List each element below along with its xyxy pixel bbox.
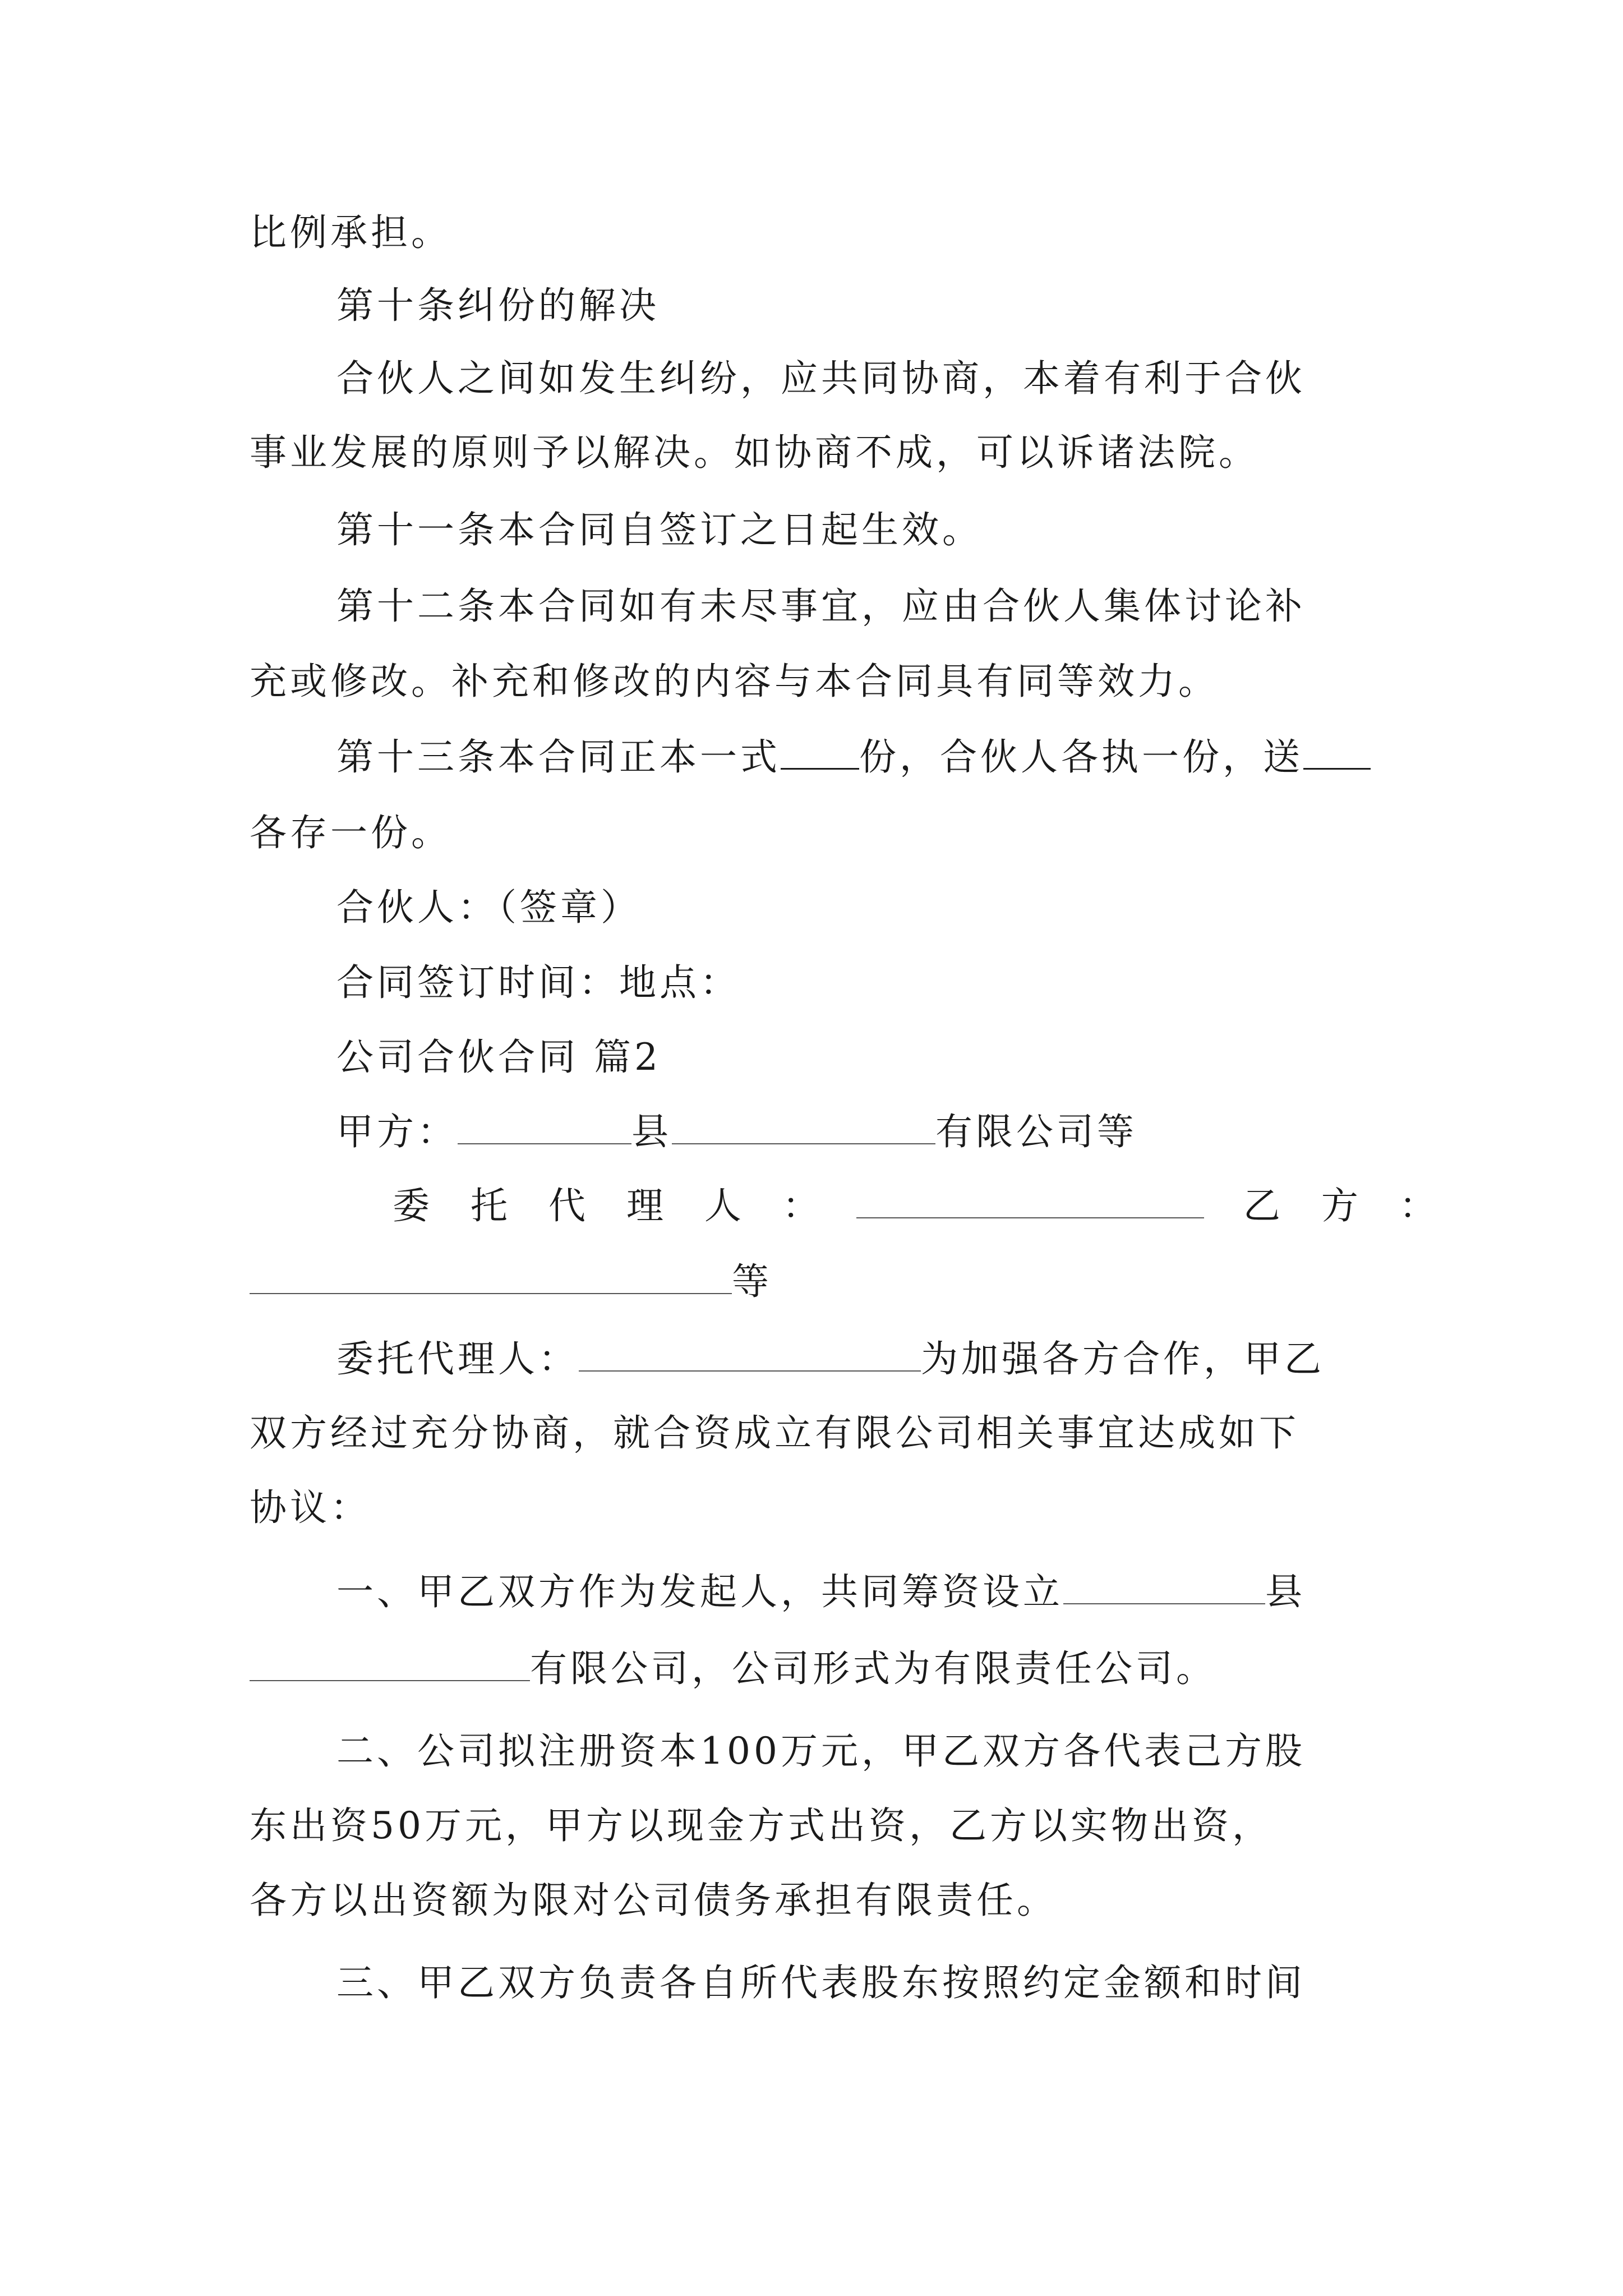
text-line — [250, 1875, 1391, 1926]
text-span: 二、公司拟注册资本100万元，甲乙双方各代表己方股 — [336, 1729, 1306, 1773]
section-heading — [336, 1032, 1391, 1083]
text-line — [393, 1181, 1451, 1231]
text-line — [336, 882, 1391, 933]
text-span: 有限公司等 — [935, 1110, 1137, 1153]
blank-line — [856, 1182, 1204, 1218]
text-line — [336, 1334, 1391, 1384]
text-span: 有限公司，公司形式为有限责任公司。 — [530, 1647, 1216, 1690]
section-heading — [336, 280, 1391, 331]
blank-line — [579, 1336, 921, 1372]
text-line — [250, 1644, 1391, 1694]
text-line — [336, 505, 1391, 555]
text-span: 县 — [631, 1110, 672, 1153]
blank-line — [250, 1258, 732, 1294]
text-span: 委 托 代 理 人 ： — [393, 1184, 834, 1227]
blank-line — [250, 1645, 530, 1681]
text-span: 比例承担。 — [250, 211, 451, 254]
text-span: 各存一份。 — [250, 811, 451, 854]
text-span: 等 — [732, 1260, 772, 1303]
text-line — [336, 1726, 1391, 1777]
blank-line — [458, 1108, 631, 1144]
text-line — [336, 1107, 1391, 1157]
text-line — [250, 208, 1391, 258]
text-line — [250, 427, 1391, 478]
blank-line — [781, 733, 859, 770]
text-line — [336, 581, 1391, 632]
text-line — [250, 1483, 1391, 1533]
text-span: 第十一条本合同自签订之日起生效。 — [336, 508, 983, 551]
text-span: 事业发展的原则予以解决。如协商不成，可以诉诸法院。 — [250, 431, 1259, 474]
text-span: 东出资50万元，甲方以现金方式出资，乙方以实物出资， — [250, 1804, 1272, 1847]
text-line — [336, 1958, 1391, 2008]
text-span: 双方经过充分协商，就合资成立有限公司相关事宜达成如下 — [250, 1411, 1299, 1455]
text-line — [250, 1257, 1391, 1307]
text-span: 为加强各方合作，甲乙 — [921, 1337, 1325, 1381]
text-line — [250, 1408, 1391, 1458]
text-span: 协议： — [250, 1486, 371, 1529]
text-line — [336, 958, 1391, 1008]
text-span: 份，合伙人各执一份，送 — [859, 735, 1303, 779]
text-span: 第十三条本合同正本一式 — [336, 735, 781, 779]
text-span: 合伙人：（签章） — [336, 886, 641, 929]
text-span: 充或修改。补充和修改的内容与本合同具有同等效力。 — [250, 660, 1219, 703]
text-span: 县 — [1265, 1570, 1306, 1613]
text-line — [250, 808, 1391, 858]
text-span: 一、甲乙双方作为发起人，共同筹资设立 — [336, 1570, 1063, 1613]
text-span: 第十二条本合同如有未尽事宜，应由合伙人集体讨论补 — [336, 585, 1306, 628]
text-span: 三、甲乙双方负责各自所代表股东按照约定金额和时间 — [336, 1961, 1306, 2004]
text-line — [250, 656, 1391, 707]
blank-line — [672, 1108, 935, 1144]
blank-line — [1303, 733, 1371, 770]
blank-line — [1063, 1568, 1265, 1604]
text-span: 乙 方 ： — [1243, 1184, 1451, 1227]
text-span: 公司合伙合同 篇2 — [336, 1036, 661, 1079]
text-span: 各方以出资额为限对公司债务承担有限责任。 — [250, 1879, 1057, 1922]
text-span: 委托代理人： — [336, 1337, 579, 1381]
text-line — [336, 353, 1391, 404]
text-span: 甲方： — [336, 1110, 458, 1153]
text-span: 合同签订时间：地点： — [336, 961, 740, 1004]
text-line — [336, 1567, 1391, 1617]
text-line — [250, 1801, 1391, 1851]
text-span: 第十条纠份的解决 — [336, 284, 660, 327]
text-span: 合伙人之间如发生纠纷，应共同协商，本着有利于合伙 — [336, 357, 1306, 400]
text-line — [336, 732, 1391, 783]
